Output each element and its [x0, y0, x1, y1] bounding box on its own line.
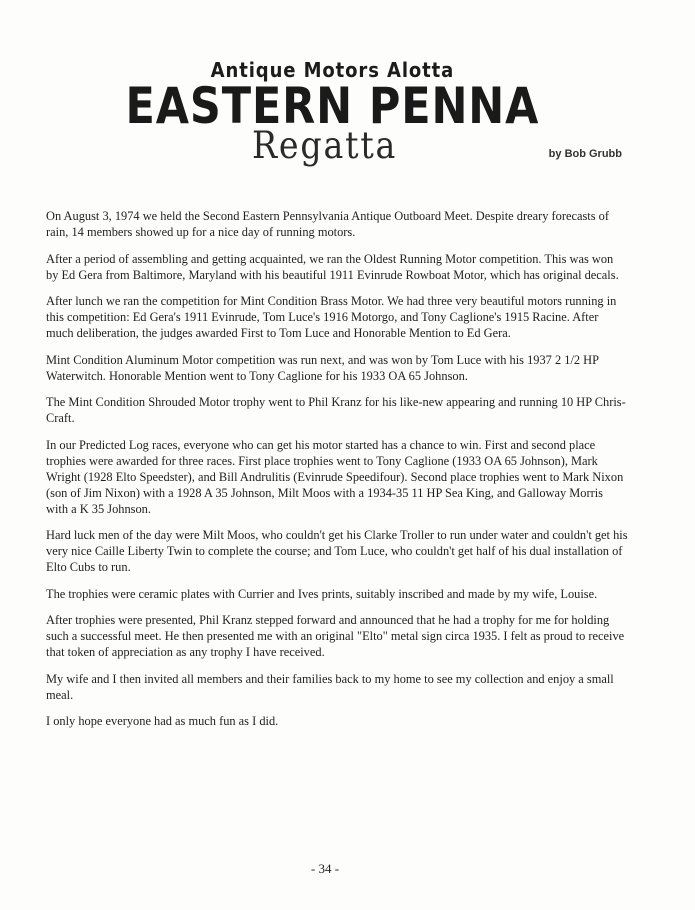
paragraph: Mint Condition Aluminum Motor competition was run next, and was won by Tom Luce with his 1937 2 1/2 HP Waterwitch. Honorable Mention went to Tony Caglione for his 1933 OA 65 Johnson. — [46, 352, 599, 383]
paragraph: After a period of assembling and getting acquainted, we ran the Oldest Running Motor competition. This was won by Ed Gera from Baltimore, Maryland with his beautiful 1911 Evinrude Rowboat Motor, which has original decals. — [46, 251, 619, 282]
paragraph: On August 3, 1974 we held the Second Eastern Pennsylvania Antique Outboard Meet. Despite dreary forecasts of rain, 14 members showed up for a nice day of running motors. — [46, 209, 609, 239]
paragraph: The trophies were ceramic plates with Currier and Ives prints, suitably inscribed and made by my wife, Louise. — [46, 586, 598, 601]
author-byline: by Bob Grubb — [548, 148, 622, 160]
paragraph: After trophies were presented, Phil Kranz stepped forward and announced that he had a trophy for me for holding such a successful meet. He then presented me with an original "Elto" metal sign circa 1935. I felt as proud to receive that token of appreciation as any trophy I have received. — [46, 613, 625, 659]
paragraph: In our Predicted Log races, everyone who can get his motor started has a chance to win. First and second place trophies were awarded for three races. First place trophies went to Tony Caglione (1933 OA 65 Johnson), Mark Wright (1928 Elto Speedster), and Bill Andrulitis (Evinrude Speedifour). Second place trophies went to Mark Nixon (son of Jim Nixon) with a 1928 A 35 Johnson, Milt Moos with a 1934-35 11 HP Sea King, and Galloway Morris with a K 35 Johnson. — [46, 437, 624, 516]
paragraph: The Mint Condition Shrouded Motor trophy went to Phil Kranz for his like-new appearing and running 10 HP Chris-Craft. — [46, 395, 626, 425]
paragraph: I only hope everyone had as much fun as I did. — [46, 714, 279, 728]
article-body — [46, 208, 628, 740]
article-kicker: Antique Motors Alotta — [210, 58, 455, 82]
paragraph: Hard luck men of the day were Milt Moos, who couldn't get his Clarke Troller to run under water and couldn't get his very nice Caille Liberty Twin to complete the course; and Tom Luce, who couldn't get half of his dual installation of Elto Cubs to run. — [46, 528, 628, 574]
page-number: - 34 - — [310, 861, 340, 876]
paragraph: My wife and I then invited all members and their families back to my home to see my collection and enjoy a small meal. — [46, 671, 614, 702]
article-subhead: Regatta — [252, 124, 398, 167]
article-headline: EASTERN PENNA — [125, 77, 540, 135]
paragraph: After lunch we ran the competition for Mint Condition Brass Motor. We had three very beautiful motors running in this competition: Ed Gera's 1911 Evinrude, Tom Luce's 1916 Motorgo, and Tony Caglione's 1915 Racine. After much deliberation, the judges awarded First to Tom Luce and Honorable Mention to Ed Gera. — [46, 294, 617, 340]
